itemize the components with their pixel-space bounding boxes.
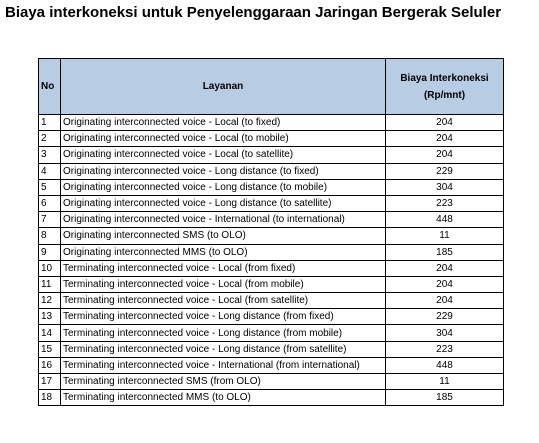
row-biaya: 223	[386, 341, 504, 357]
row-layanan: Originating interconnected voice - Local (to satellite)	[61, 147, 386, 163]
row-number: 15	[39, 341, 61, 357]
table-row	[39, 341, 504, 357]
row-biaya: 223	[386, 195, 504, 211]
row-layanan: Terminating interconnected voice - Local (from fixed)	[61, 260, 386, 276]
table-row	[39, 147, 504, 163]
table-row	[39, 276, 504, 292]
interconnection-rates-table	[38, 58, 504, 406]
document-title: Biaya interkoneksi untuk Penyelenggaraan Jaringan Bergerak Seluler	[5, 4, 502, 21]
row-number: 17	[39, 374, 61, 390]
row-layanan: Originating interconnected voice - Long distance (to satellite)	[61, 195, 386, 211]
row-layanan: Terminating interconnected MMS (to OLO)	[61, 390, 386, 406]
row-number: 1	[39, 115, 61, 131]
row-layanan: Originating interconnected voice - International (to international)	[61, 212, 386, 228]
row-layanan: Originating interconnected voice - Local (to fixed)	[61, 115, 386, 131]
table-row	[39, 179, 504, 195]
row-number: 2	[39, 131, 61, 147]
row-layanan: Originating interconnected SMS (to OLO)	[61, 228, 386, 244]
row-biaya: 204	[386, 293, 504, 309]
header-biaya-line2: (Rp/mnt)	[423, 89, 466, 101]
row-layanan: Originating interconnected MMS (to OLO)	[61, 244, 386, 260]
row-biaya: 11	[386, 228, 504, 244]
header-no: No	[39, 59, 61, 115]
row-layanan: Terminating interconnected SMS (from OLO)	[61, 374, 386, 390]
row-number: 6	[39, 195, 61, 211]
table-header	[39, 59, 504, 115]
row-number: 7	[39, 212, 61, 228]
row-number: 11	[39, 276, 61, 292]
table-row	[39, 390, 504, 406]
row-number: 9	[39, 244, 61, 260]
row-biaya: 304	[386, 325, 504, 341]
table-row	[39, 212, 504, 228]
row-layanan: Originating interconnected voice - Long distance (to fixed)	[61, 163, 386, 179]
row-biaya: 229	[386, 309, 504, 325]
table-row	[39, 195, 504, 211]
row-biaya: 304	[386, 179, 504, 195]
table-body	[39, 115, 504, 406]
row-number: 18	[39, 390, 61, 406]
row-number: 16	[39, 357, 61, 373]
row-biaya: 204	[386, 260, 504, 276]
row-number: 13	[39, 309, 61, 325]
row-biaya: 204	[386, 276, 504, 292]
row-number: 10	[39, 260, 61, 276]
row-biaya: 185	[386, 244, 504, 260]
row-layanan: Terminating interconnected voice - International (from international)	[61, 357, 386, 373]
row-number: 4	[39, 163, 61, 179]
table-row	[39, 260, 504, 276]
row-number: 8	[39, 228, 61, 244]
table-row	[39, 325, 504, 341]
row-layanan: Terminating interconnected voice - Long distance (from fixed)	[61, 309, 386, 325]
row-biaya: 204	[386, 131, 504, 147]
table-row	[39, 228, 504, 244]
row-number: 3	[39, 147, 61, 163]
row-biaya: 448	[386, 357, 504, 373]
row-biaya: 185	[386, 390, 504, 406]
header-layanan: Layanan	[61, 59, 386, 115]
table-row	[39, 163, 504, 179]
header-biaya	[386, 59, 504, 115]
row-biaya: 448	[386, 212, 504, 228]
row-layanan: Originating interconnected voice - Local (to mobile)	[61, 131, 386, 147]
header-row	[39, 59, 504, 115]
table-row	[39, 244, 504, 260]
row-biaya: 204	[386, 147, 504, 163]
table-row	[39, 115, 504, 131]
row-number: 14	[39, 325, 61, 341]
row-number: 12	[39, 293, 61, 309]
table-row	[39, 293, 504, 309]
row-number: 5	[39, 179, 61, 195]
table-row	[39, 357, 504, 373]
row-layanan: Terminating interconnected voice - Long distance (from satellite)	[61, 341, 386, 357]
row-layanan: Terminating interconnected voice - Local (from mobile)	[61, 276, 386, 292]
header-biaya-line1: Biaya Interkoneksi	[400, 72, 489, 84]
row-biaya: 229	[386, 163, 504, 179]
row-biaya: 11	[386, 374, 504, 390]
table-row	[39, 374, 504, 390]
table-row	[39, 131, 504, 147]
table-row	[39, 309, 504, 325]
row-layanan: Originating interconnected voice - Long distance (to mobile)	[61, 179, 386, 195]
row-layanan: Terminating interconnected voice - Long distance (from mobile)	[61, 325, 386, 341]
row-biaya: 204	[386, 115, 504, 131]
row-layanan: Terminating interconnected voice - Local (from satellite)	[61, 293, 386, 309]
